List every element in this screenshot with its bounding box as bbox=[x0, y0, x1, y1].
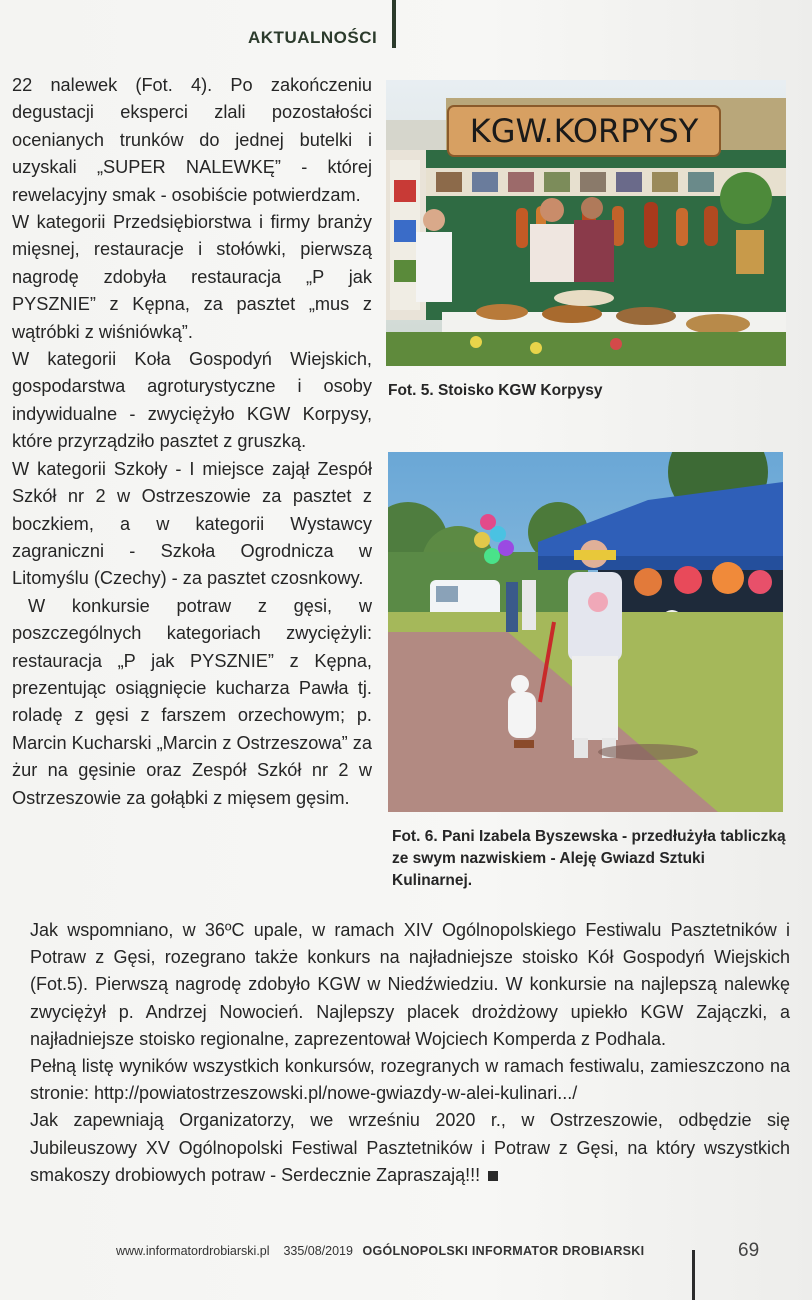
header-divider bbox=[392, 0, 396, 48]
bottom-text-block bbox=[30, 917, 790, 1189]
paragraph: Pełną listę wyników wszystkich konkursów, rozegranych w ramach festiwalu, zamieszczono na stronie: http://powiatostrzeszowski.pl/nowe-gwiazdy-w-alei-kulinari.../ bbox=[30, 1056, 790, 1104]
paragraph: W konkursie potraw z gęsi, w poszczególnych kategoriach zwyciężyli: restauracja „P jak PYSZNIE” z Kępna, prezentując osiągnięcie kucharza Pawła tj. roladę z gęsi z farszem orzechowym; p. Marcin Kucharski „Marcin z Ostrzeszowa” za żur na gęsinie oraz Zespół Szkół nr 2 w Ostrzeszowie za gołąbki z mięsem gęsim. bbox=[12, 595, 372, 808]
page-number: 69 bbox=[738, 1240, 760, 1261]
section-label: AKTUALNOŚCI bbox=[248, 28, 378, 47]
paragraph: W kategorii Koła Gospodyń Wiejskich, gospodarstwa agroturystyczne i osoby indywidualne - zwyciężyło KGW Korpysy, które przyrządziło pasztet z gruszką. bbox=[12, 349, 372, 452]
paragraph bbox=[30, 1107, 790, 1189]
photo-izabela-byszewska bbox=[388, 452, 783, 812]
footer-url: www.informatordrobiarski.pl bbox=[116, 1244, 270, 1258]
paragraph: W kategorii Szkoły - I miejsce zajął Zespół Szkół nr 2 w Ostrzeszowie za pasztet z boczkiem, a w kategorii Wystawcy zagraniczni - Szkoła Ogrodnicza w Litomyślu (Czechy) - za pasztet czosnkowy. bbox=[12, 458, 372, 589]
paragraph: W kategorii Przedsiębiorstwa i firmy branży mięsnej, restauracje i stołówki, pierwszą nagrodę zdobyła restauracja „P jak PYSZNIE” z Kępna, za pasztet „mus z wątróbki z wiśniówką”. bbox=[12, 212, 372, 342]
page-footer bbox=[116, 1244, 644, 1258]
photo-kgw-korpysy-stall bbox=[386, 80, 786, 366]
closing-text: Jak zapewniają Organizatorzy, we wrześniu 2020 r., w Ostrzeszowie, odbędzie się Jubileuszowy XV Ogólnopolski Festiwal Pasztetników i Potraw z Gęsi, na który wszystkich smakoszy drobiowych potraw - Serdecznie Zapraszają!!! bbox=[30, 1110, 790, 1185]
footer-brand: OGÓLNOPOLSKI INFORMATOR DROBIARSKI bbox=[362, 1244, 645, 1258]
photo-caption: Fot. 5. Stoisko KGW Korpysy bbox=[388, 382, 603, 399]
end-mark-icon bbox=[488, 1171, 498, 1181]
footer-divider bbox=[692, 1250, 695, 1300]
footer-issue: 335/08/2019 bbox=[283, 1244, 353, 1258]
stall-sign-text: KGW.KORPYSY bbox=[469, 112, 699, 150]
photo-caption: Fot. 6. Pani Izabela Byszewska - przedłużyła tabliczką ze swym nazwiskiem - Aleję Gwiazd Sztuki Kulinarnej. bbox=[392, 828, 786, 889]
paragraph: Jak wspomniano, w 36ºC upale, w ramach XIV Ogólnopolskiego Festiwalu Pasztetników i Potraw z Gęsi, rozegrano także konkurs na najładniejsze stoisko Kół Gospodyń Wiejskich (Fot.5). Pierwszą nagrodę zdobyło KGW w Niedźwiedziu. W konkursie na najlepszą nalewkę zwyciężył p. Andrzej Nowocień. Najlepszy placek drożdżowy upiekło KGW Zajączki, a najładniejsze stoisko regionalne, zaprezentował Wojciech Komperda z Podhala. bbox=[30, 920, 790, 1049]
paragraph: 22 nalewek (Fot. 4). Po zakończeniu degustacji eksperci zlali pozostałości ocenianych trunków do jednej butelki i uzyskali „SUPER NALEWKĘ” - której rewelacyjny smak - osobiście potwierdzam. bbox=[12, 75, 372, 205]
left-text-column bbox=[12, 72, 372, 812]
